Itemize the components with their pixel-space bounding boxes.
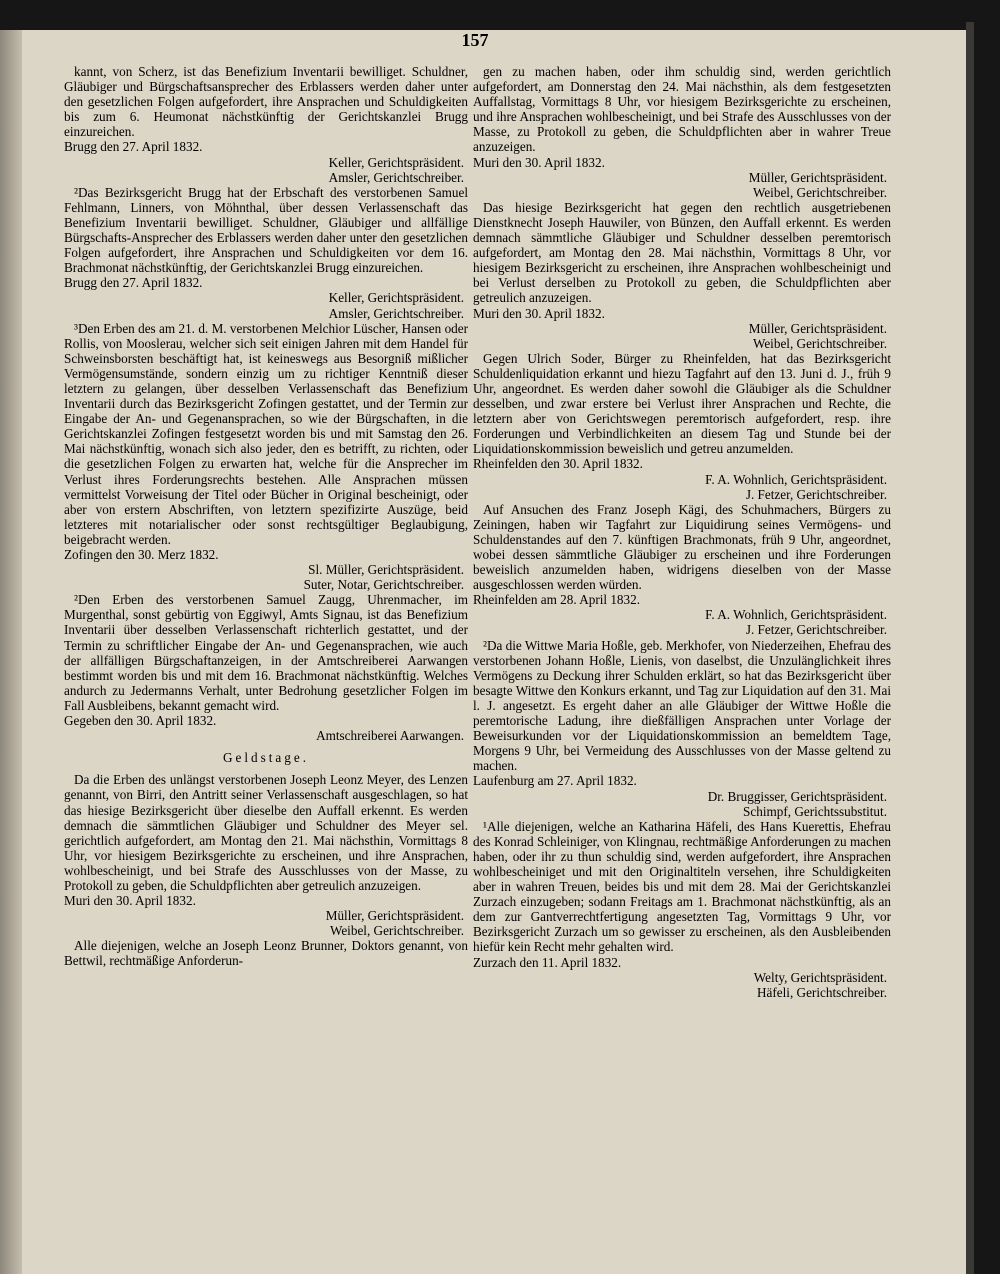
left-notice-signature: Sl. Müller, Gerichtspräsident. — [308, 562, 464, 578]
right-notice-signature: F. A. Wohnlich, Gerichtspräsident. — [705, 607, 887, 623]
right-notice-date: Rheinfelden den 30. April 1832. — [473, 456, 643, 472]
right-column — [473, 64, 891, 1000]
left-column — [64, 64, 468, 969]
left-notice-signature: Suter, Notar, Gerichtschreiber. — [303, 577, 464, 593]
page-number: 157 — [461, 30, 489, 50]
right-notice-paragraph: ²Da die Wittwe Maria Hoßle, geb. Merkhofer, von Niederzeihen, Ehefrau des verstorbenen Johann Hoßle, Lienis, von daselbst, die Unzulänglichkeit ihres Vermögens zu Deckung ihrer Schulden erklärt, so hat das Bezirksgericht über besagte Wittwe den Konkurs erkannt, und Tag zur Liquidation auf den 31. Mai l. J. angesetzt. Es ergeht daher an alle Gläubiger der Wittwe Hoßle die peremtorische Ladung, ihre dießfälligen Ansprachen unter Vorlage der Beweisurkunden vor der Liquidationskommission an bemeldtem Tage, Morgens 9 Uhr, bei Vermeidung des Ausschlusses von der Masse geltend zu machen. — [473, 637, 891, 774]
right-notice-signature: Weibel, Gerichtschreiber. — [752, 335, 887, 351]
left-notice-paragraph: ²Den Erben des verstorbenen Samuel Zaugg, Uhrenmacher, im Murgenthal, sonst gebürtig von Eggiwyl, Amts Signau, ist das Benefizium Inventarii über desselben Verlassenschaft richterlich gestattet, und der Termin zu schriftlicher Eingabe der An- und Gegenansprachen, wie auch der allfälligen Bürgschaftanzeigen, in der Amtschreiberei Aarwangen bestimmt worden bis und mit dem 16. Brachmonat nächstkünftig. Welches andurch zu Jedermanns Verhalt, unter Bedrohung gesetzlicher Folgen im Fall Ausbleibens, bekannt gemacht wird. — [64, 592, 468, 713]
right-notice-paragraph: ¹Alle diejenigen, welche an Katharina Häfeli, des Hans Kuerettis, Ehefrau des Konrad Schleiniger, von Klingnau, rechtmäßige Anforderungen zu machen haben, oder ihr zu thun schuldig sind, werden aufgefordert, ihre Ansprachen wohlbescheiniget und mit den Originaltiteln versehen, ihre Schuldigkeiten aber in wahren Treuen, beides bis und mit dem 28. Mai der Gerichtskanzlei Zurzach einzugeben; sodann Freitags am 1. Brachmonat nächstkünftig, als an dem zur Gantverrechtfertigung angesetzten Tag, Vormittags 9 Uhr, vor Bezirksgericht Zurzach um so gewisser zu erscheinen, als den Ausbleibenden hiefür kein Recht mehr gehalten wird. — [473, 818, 891, 955]
left-notice-date: Gegeben den 30. April 1832. — [64, 713, 217, 729]
left-notice-paragraph: ²Das Bezirksgericht Brugg hat der Erbschaft des verstorbenen Samuel Fehlmann, Linners, von Möhnthal, über dessen Verlassenschaft das Benefizium Inventarii bewilliget. Schuldner, Gläubiger und allfällige Bürgschafts-Ansprecher des Erblassers werden daher unter den gesetzlichen Folgen aufgefordert, ihre Ansprachen und Schuldigkeiten vor dem 16. Brachmonat nächstkünftig, der Gerichtskanzlei Brugg einzureichen. — [64, 184, 468, 276]
right-notice-date: Muri den 30. April 1832. — [473, 154, 605, 170]
left-notice-date: Brugg den 27. April 1832. — [64, 275, 203, 291]
left-notice-signature: Müller, Gerichtspräsident. — [325, 908, 464, 924]
right-notice-signature: F. A. Wohnlich, Gerichtspräsident. — [705, 471, 887, 487]
right-notice-signature: Dr. Bruggisser, Gerichtspräsident. — [707, 788, 887, 804]
left-notice-date: Brugg den 27. April 1832. — [64, 139, 203, 155]
left-notice-signature: Weibel, Gerichtschreiber. — [329, 923, 464, 939]
right-notice-date: Zurzach den 11. April 1832. — [473, 954, 622, 970]
left-notice-signature: Amsler, Gerichtschreiber. — [328, 169, 464, 185]
right-notice-paragraph: Auf Ansuchen des Franz Joseph Kägi, des Schuhmachers, Bürgers zu Zeiningen, haben wir Tagfahrt zur Liquidirung seines Vermögens- und Schuldenstandes auf den 7. künftigen Brachmonats, früh 9 Uhr, angeordnet, wobei dessen sämmtliche Gläubiger zu erscheinen und ihre Forderungen beweislich anzumelden haben, widrigens dieselben von der Masse ausgeschlossen werden würden. — [473, 501, 891, 593]
right-notice-paragraph: Gegen Ulrich Soder, Bürger zu Rheinfelden, hat das Bezirksgericht Schuldenliquidation erkannt und hiezu Tagfahrt auf den 13. Juni d. J., früh 9 Uhr, angeordnet. Es werden daher sowohl die Gläubiger als die Schuldner desselben, und zwar erstere bei Verlust ihrer Ansprachen und Rechte, die letztern aber von Gerichtswegen peremtorisch aufgefordert, resp. ihre Forderungen und Verbindlichkeiten an diesem Tag und Stunde bei der Liquidationskommission beweislich und getreu anzumelden. — [473, 350, 891, 457]
right-notice-paragraph: gen zu machen haben, oder ihm schuldig sind, werden gerichtlich aufgefordert, am Donnerstag den 24. Mai nächsthin, als dem festgesetzten Auffallstag, Vormittags 8 Uhr, vor hiesigem Bezirksgerichte zu erscheinen, und ihre Ansprachen wohlbescheinigt, und bei Strafe des Ausschlusses von der Masse, zu Protokoll zu geben, die Schuldpflichten aber in wahrer Treue anzuzeigen. — [473, 64, 891, 155]
left-notice-date: Zofingen den 30. Merz 1832. — [64, 547, 219, 562]
left-notice-paragraph: Da die Erben des unlängst verstorbenen Joseph Leonz Meyer, des Lenzen genannt, von Birri, den Antritt seiner Verlassenschaft ausgeschlagen, so hat das hiesige Bezirksgericht über dieselbe den Auffall erkennt. Es werden demnach die sämmtlichen Gläubiger und Schuldner des Meyer sel. gerichtlich aufgefordert, am Montag den 21. Mai nächsthin, Vormittags 8 Uhr, vor hiesigem Bezirksgerichte zu erscheinen, und ihre Ansprachen, wohlbescheinigt, und bei Strafe des Ausschlusses von der Masse, zu Protokoll zu geben, die Schuldpflichten aber getreulich anzuzeigen. — [64, 772, 468, 893]
right-notice-date: Rheinfelden am 28. April 1832. — [473, 592, 641, 608]
left-notice-paragraph: Alle diejenigen, welche an Joseph Leonz Brunner, Doktors genannt, von Bettwil, rechtmäßige Anforderun- — [64, 938, 468, 969]
right-notice-signature: Schimpf, Gerichtssubstitut. — [743, 803, 887, 819]
left-notice-signature: Keller, Gerichtspräsident. — [328, 154, 464, 170]
left-notice-signature: Keller, Gerichtspräsident. — [328, 290, 464, 306]
left-notice-signature: Amtschreiberei Aarwangen. — [316, 728, 464, 744]
right-notice-signature: Weibel, Gerichtschreiber. — [752, 184, 887, 200]
section-heading: Geldstage. — [222, 750, 310, 766]
right-notice-paragraph: Das hiesige Bezirksgericht hat gegen den rechtlich ausgetriebenen Dienstknecht Joseph Hauwiler, von Bünzen, den Auffall erkennt. Es werden demnach sämmtliche Gläubiger und Schuldner desselben peremtorisch aufgefordert, am Montag den 28. Mai nächsthin, Vormittags 8 Uhr, vor hiesigem Bezirksgericht zu erscheinen, ihre Ansprachen wohlbescheinigt und bei Verlust derselben zu Protokoll zu geben, die Schuldpflichten aber getreulich anzuzeigen. — [473, 199, 891, 306]
left-notice-paragraph: kannt, von Scherz, ist das Benefizium Inventarii bewilliget. Schuldner, Gläubiger und Bürgschaftsansprecher des Erblassers werden daher unter den gesetzlichen Folgen aufgefordert, ihre Ansprachen und Schuldigkeiten bis zum 6. Heumonat nächstkünftig der Gerichtskanzlei Brugg einzureichen. — [64, 64, 468, 140]
right-notice-date: Laufenburg am 27. April 1832. — [473, 773, 637, 789]
right-notice-signature: J. Fetzer, Gerichtschreiber. — [745, 486, 887, 502]
left-notice-paragraph: ³Den Erben des am 21. d. M. verstorbenen Melchior Lüscher, Hansen oder Rollis, von Mooslerau, welcher sich seit einigen Jahren mit dem Handel für Schweinsborsten beschäftigt hat, ist keineswegs aus Besorgniß mißlicher Vermögensumstände, sondern einzig um zu richtiger Kenntniß dieser letztern zu gelangen, über desselben Verlassenschaft das Benefizium Inventarii durch das Bezirksgericht Zofingen gestattet, und der Termin zur Eingabe der An- und Gegenansprachen, so wie der Bürgschaften, in die Gerichtskanzlei Zofingen festgesetzt worden bis und mit Samstag den 26. Mai nächstkünftig, wonach sich also jeder, den es betrifft, zu richten, oder die gesetzlichen Folgen zu erwarten hat, welche für die Ansprecher im Verlust ihres Forderungsrechts bestehen. Alle Ansprachen müssen vermittelst Vorweisung der Titel oder Bücher in Original bescheinigt, oder aber von erstern Abschriften, von letztern spezifizirte Auszüge, beid letzteres mit notarialischer oder sonst rechtsgültiger Beglaubigung, beigebracht werden. — [64, 320, 468, 547]
right-notice-date: Muri den 30. April 1832. — [473, 305, 605, 321]
left-notice-date: Muri den 30. April 1832. — [64, 893, 196, 909]
page-edge-dark — [966, 22, 974, 1274]
right-notice-signature: Häfeli, Gerichtschreiber. — [757, 984, 887, 1000]
right-notice-signature: Welty, Gerichtspräsident. — [753, 969, 887, 985]
right-notice-signature: J. Fetzer, Gerichtschreiber. — [745, 622, 887, 638]
right-notice-signature: Müller, Gerichtspräsident. — [748, 169, 887, 185]
right-notice-signature: Müller, Gerichtspräsident. — [748, 320, 887, 336]
left-notice-signature: Amsler, Gerichtschreiber. — [328, 305, 464, 321]
